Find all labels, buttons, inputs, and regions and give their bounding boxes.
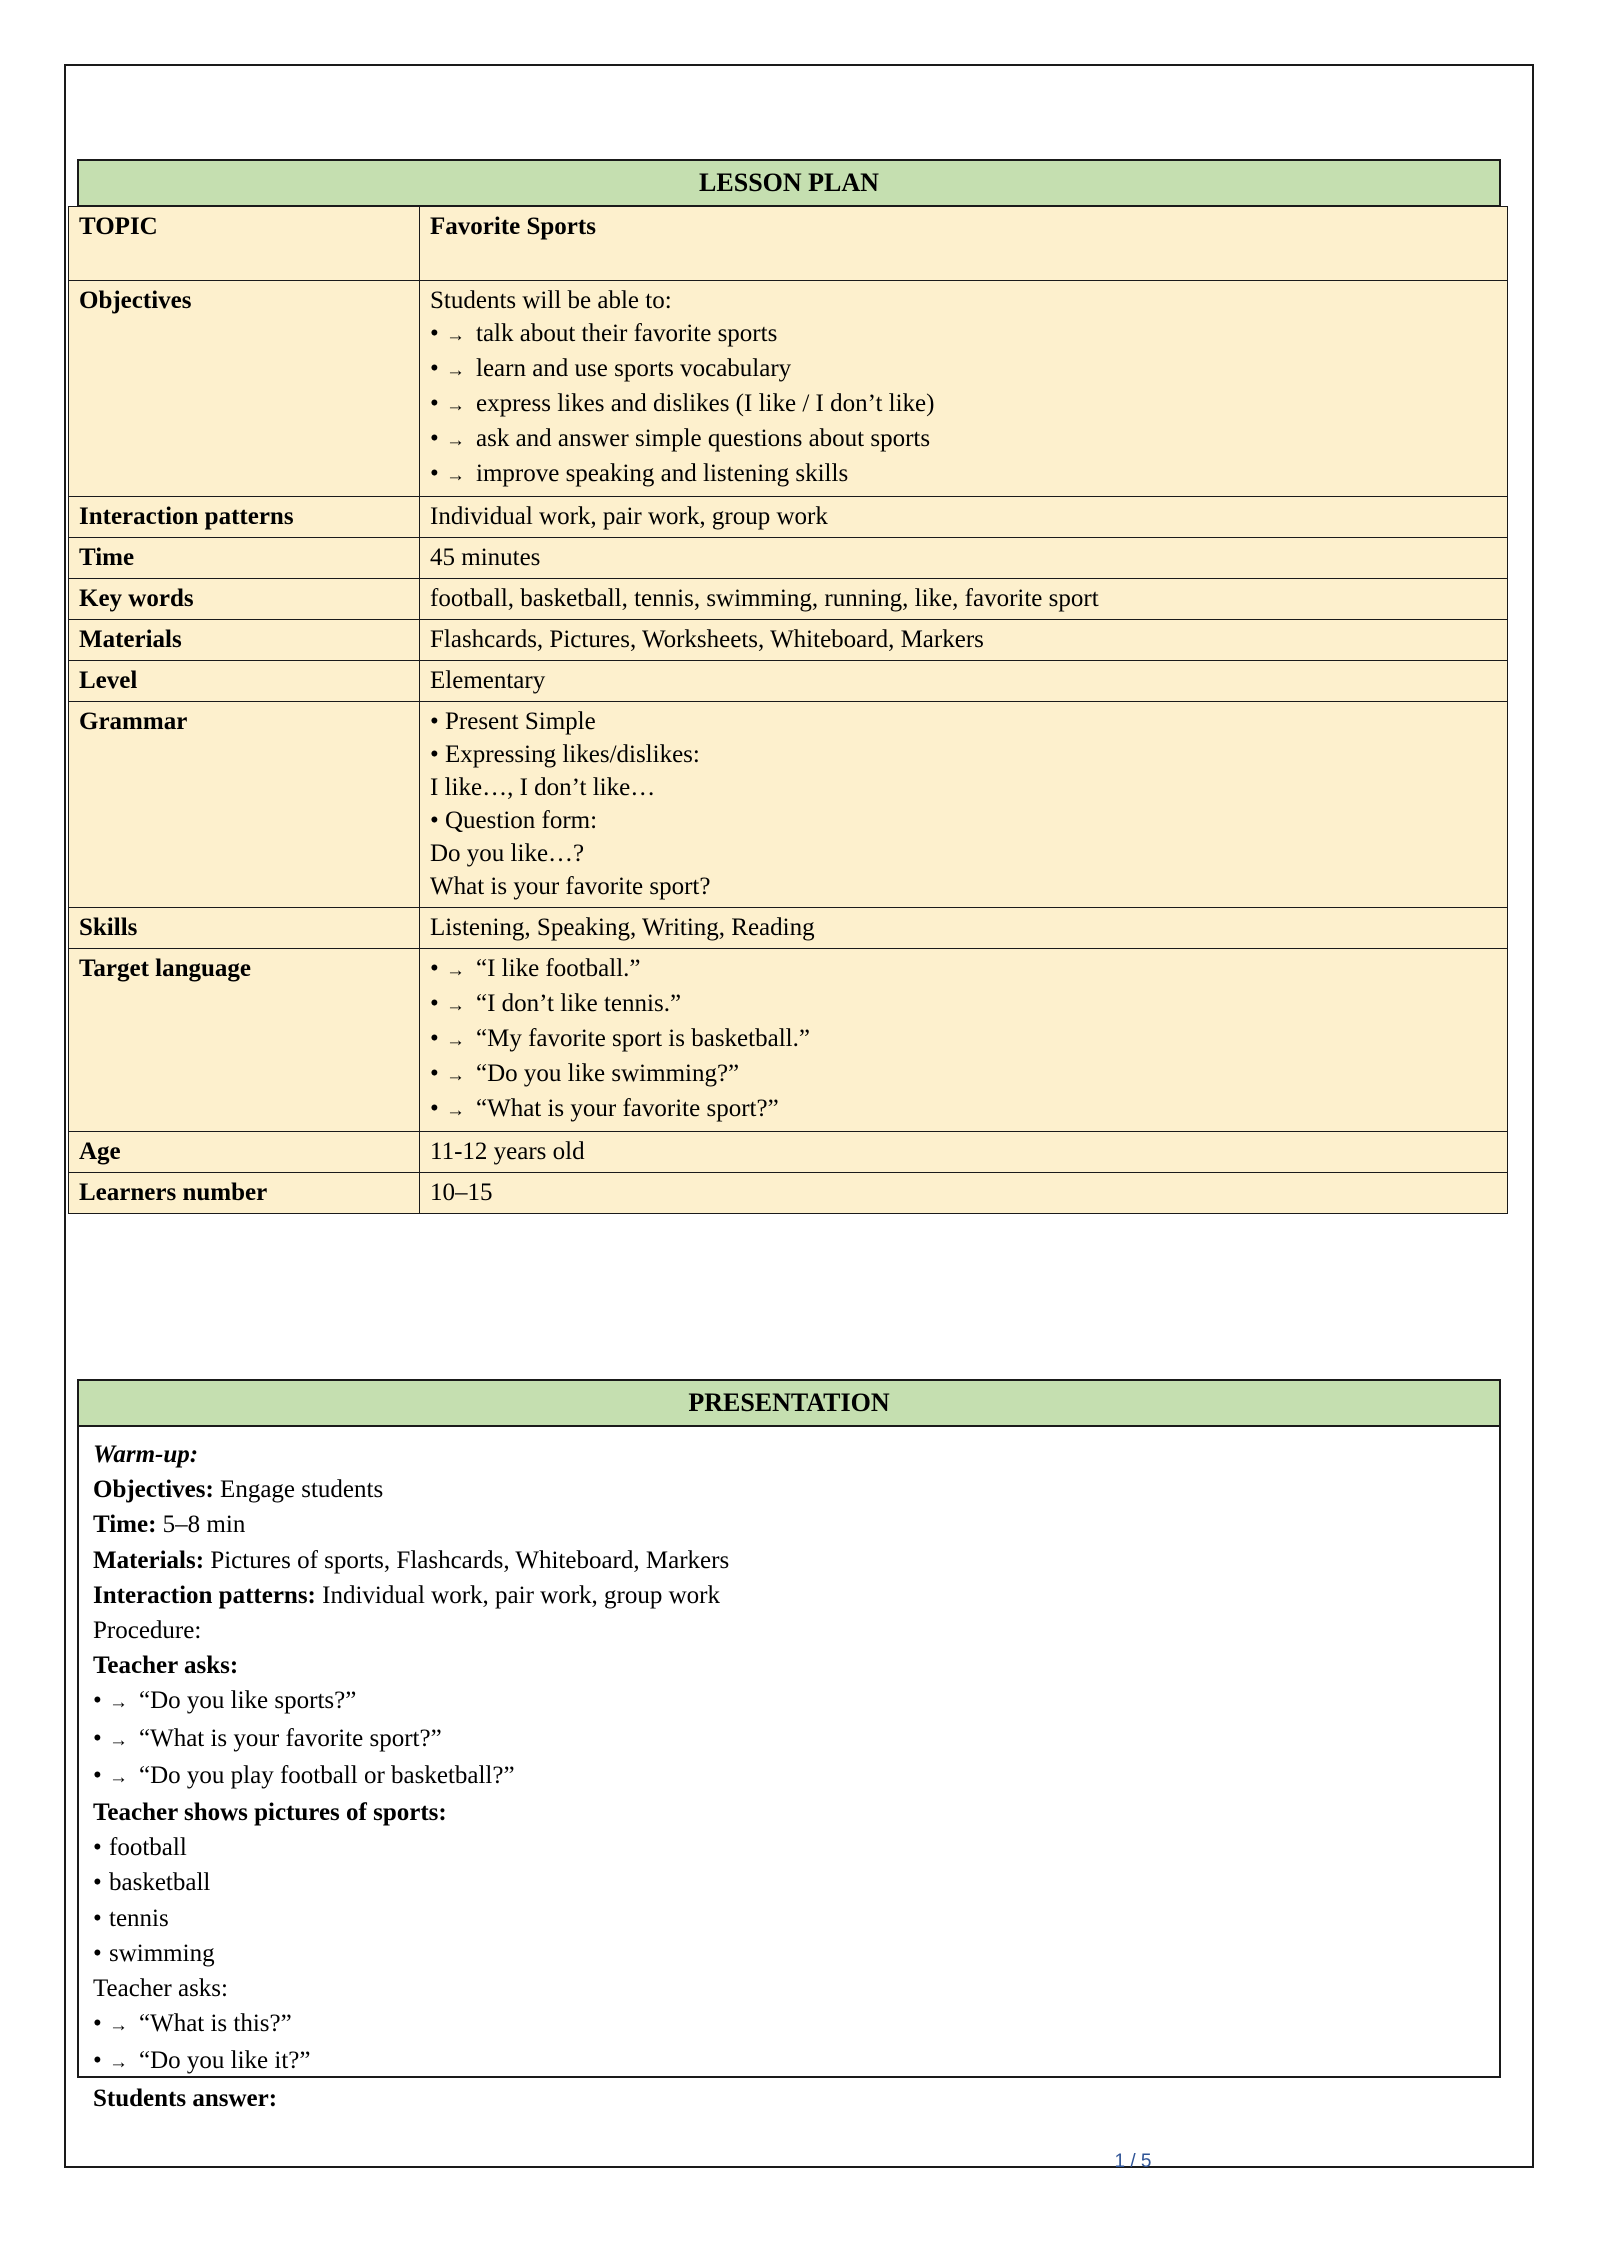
row-value (420, 497, 1508, 538)
bullet-dot-icon: • (93, 1687, 102, 1715)
text-line: 45 minutes (430, 544, 541, 571)
line-text: “Do you like sports?” (139, 1687, 357, 1715)
line-text: “Do you like it?” (139, 2047, 311, 2075)
presentation-line (93, 2043, 1485, 2080)
arrow-right-icon: → (109, 2052, 128, 2074)
row-value (420, 1132, 1508, 1173)
presentation-line (93, 1971, 1485, 2006)
line-text: “What is your favorite sport?” (139, 1724, 442, 1752)
table-row (69, 1173, 1508, 1214)
text-line: football, basketball, tennis, swimming, running, like, favorite sport (430, 585, 1099, 612)
row-key-skills: Skills (69, 908, 420, 949)
line-label: Teacher asks: (93, 1652, 239, 1680)
line-text: tennis (109, 1904, 169, 1932)
lesson-plan-table (68, 206, 1508, 1214)
line-text: basketball (109, 1869, 211, 1897)
table-row (69, 620, 1508, 661)
text-line: Elementary (430, 667, 546, 694)
line-label: Warm-up: (93, 1441, 199, 1468)
row-key-age: Age (69, 1132, 420, 1173)
arrow-right-icon: → (446, 995, 465, 1016)
presentation-line (93, 1721, 1485, 1758)
presentation-line (93, 1507, 1485, 1542)
lesson-plan-banner: LESSON PLAN (77, 159, 1501, 207)
row-value (420, 702, 1508, 908)
bullet-line: • → improve speaking and listening skills (430, 457, 1497, 492)
bullet-line: • → “My favorite sport is basketball.” (430, 1022, 1497, 1057)
row-value (420, 207, 1508, 281)
bullet-line: • → express likes and dislikes (I like / I don’t like) (430, 387, 1497, 422)
row-value (420, 661, 1508, 702)
presentation-line (93, 1437, 1485, 1472)
arrow-right-icon: → (446, 395, 465, 416)
presentation-line (93, 1901, 1485, 1936)
table-row (69, 908, 1508, 949)
table-row (69, 579, 1508, 620)
text-line: Favorite Sports (430, 213, 596, 240)
line-text: Individual work, pair work, group work (315, 1581, 720, 1609)
presentation-line (93, 1830, 1485, 1865)
bullet-dot-icon: • (93, 1761, 102, 1789)
line-label: Materials: (93, 1546, 205, 1574)
arrow-right-icon: → (446, 465, 465, 486)
arrow-right-icon: → (446, 430, 465, 451)
bullet-dot-icon: • (430, 1095, 439, 1122)
row-value (420, 281, 1508, 497)
presentation-line (93, 1795, 1485, 1830)
text-line: • Present Simple (430, 708, 596, 735)
page-number (66, 2151, 1536, 2173)
presentation-line (93, 1578, 1485, 1613)
bullet-line: • → learn and use sports vocabulary (430, 352, 1497, 387)
line-text: 5–8 min (156, 1511, 246, 1539)
row-key-grammar: Grammar (69, 702, 420, 908)
table-row (69, 281, 1508, 497)
arrow-right-icon: → (446, 1030, 465, 1051)
bullet-dot-icon: • (430, 955, 439, 982)
row-value (420, 908, 1508, 949)
bullet-line: • → talk about their favorite sports (430, 317, 1497, 352)
line-text: “Do you play football or basketball?” (139, 1761, 515, 1789)
row-value (420, 1173, 1508, 1214)
row-key-time: Time (69, 538, 420, 579)
line-label: Teacher shows pictures of sports: (93, 1799, 447, 1827)
presentation-line (93, 2081, 1485, 2116)
bullet-dot-icon: • (93, 1904, 102, 1932)
row-value (420, 620, 1508, 661)
arrow-right-icon: → (446, 1100, 465, 1121)
text-line: Flashcards, Pictures, Worksheets, Whiteboard, Markers (430, 626, 984, 653)
text-line: Do you like…? (430, 840, 585, 867)
bullet-dot-icon: • (430, 1025, 439, 1052)
bullet-line: • → “I don’t like tennis.” (430, 987, 1497, 1022)
line-label: Objectives: (93, 1476, 214, 1504)
page-number-text: 1 / 5 (1114, 2151, 1152, 2172)
bullet-dot-icon: • (93, 2047, 102, 2075)
arrow-right-icon: → (446, 360, 465, 381)
presentation-line (93, 1683, 1485, 1720)
text-line: Individual work, pair work, group work (430, 503, 828, 530)
bullet-dot-icon: • (430, 390, 439, 417)
row-key-topic: TOPIC (69, 207, 420, 281)
table-row (69, 538, 1508, 579)
row-key-objectives: Objectives (69, 281, 420, 497)
line-text: football (109, 1834, 187, 1862)
text-line: Listening, Speaking, Writing, Reading (430, 914, 815, 941)
line-text: Teacher asks: (93, 1975, 228, 2003)
arrow-right-icon: → (446, 325, 465, 346)
presentation-line (93, 1613, 1485, 1648)
bullet-dot-icon: • (93, 1869, 102, 1897)
text-line: Students will be able to: (430, 287, 672, 314)
row-value (420, 579, 1508, 620)
table-row (69, 497, 1508, 538)
bullet-line: • → ask and answer simple questions about sports (430, 422, 1497, 457)
text-line: • Expressing likes/dislikes: (430, 741, 700, 768)
arrow-right-icon: → (109, 2015, 128, 2037)
bullet-line: • → “Do you like swimming?” (430, 1057, 1497, 1092)
line-label: Time: (93, 1511, 157, 1539)
text-line: What is your favorite sport? (430, 873, 711, 900)
row-key-learners-number: Learners number (69, 1173, 420, 1214)
table-row (69, 702, 1508, 908)
arrow-right-icon: → (109, 1766, 128, 1788)
line-text: Procedure: (93, 1617, 202, 1645)
line-text: Pictures of sports, Flashcards, Whiteboard, Markers (204, 1546, 730, 1574)
bullet-dot-icon: • (93, 1939, 102, 1967)
bullet-dot-icon: • (430, 320, 439, 347)
presentation-line (93, 1472, 1485, 1507)
presentation-banner: PRESENTATION (77, 1379, 1501, 1427)
row-value (420, 538, 1508, 579)
line-text: Engage students (213, 1476, 384, 1504)
arrow-right-icon: → (109, 1729, 128, 1751)
presentation-line (93, 1936, 1485, 1971)
presentation-body (77, 1427, 1501, 2112)
bullet-dot-icon: • (430, 1060, 439, 1087)
text-line: • Question form: (430, 807, 598, 834)
page-frame (64, 64, 1534, 2172)
presentation-line (93, 1543, 1485, 1578)
presentation-line (93, 1648, 1485, 1683)
text-line: 11-12 years old (430, 1138, 585, 1165)
presentation-line (93, 1758, 1485, 1795)
arrow-right-icon: → (446, 1065, 465, 1086)
bullet-dot-icon: • (93, 1724, 102, 1752)
line-text: “What is this?” (139, 2010, 292, 2038)
arrow-right-icon: → (109, 1692, 128, 1714)
row-value (420, 949, 1508, 1132)
bullet-dot-icon: • (93, 2010, 102, 2038)
table-row (69, 949, 1508, 1132)
line-label: Interaction patterns: (93, 1581, 316, 1609)
row-key-target-language: Target language (69, 949, 420, 1132)
bullet-dot-icon: • (430, 355, 439, 382)
table-row (69, 1132, 1508, 1173)
presentation-line (93, 2006, 1485, 2043)
bullet-line: • → “I like football.” (430, 952, 1497, 987)
row-key-key-words: Key words (69, 579, 420, 620)
row-key-level: Level (69, 661, 420, 702)
bullet-dot-icon: • (430, 990, 439, 1017)
presentation-line (93, 1865, 1485, 1900)
table-row (69, 207, 1508, 281)
line-label: Students answer: (93, 2084, 278, 2112)
text-line: 10–15 (430, 1179, 493, 1206)
text-line: I like…, I don’t like… (430, 774, 656, 801)
bullet-dot-icon: • (430, 425, 439, 452)
arrow-right-icon: → (446, 960, 465, 981)
row-key-interaction-patterns: Interaction patterns (69, 497, 420, 538)
row-key-materials: Materials (69, 620, 420, 661)
line-text: swimming (109, 1939, 215, 1967)
bullet-line: • → “What is your favorite sport?” (430, 1092, 1497, 1127)
table-row (69, 661, 1508, 702)
bullet-dot-icon: • (430, 460, 439, 487)
bullet-dot-icon: • (93, 1834, 102, 1862)
